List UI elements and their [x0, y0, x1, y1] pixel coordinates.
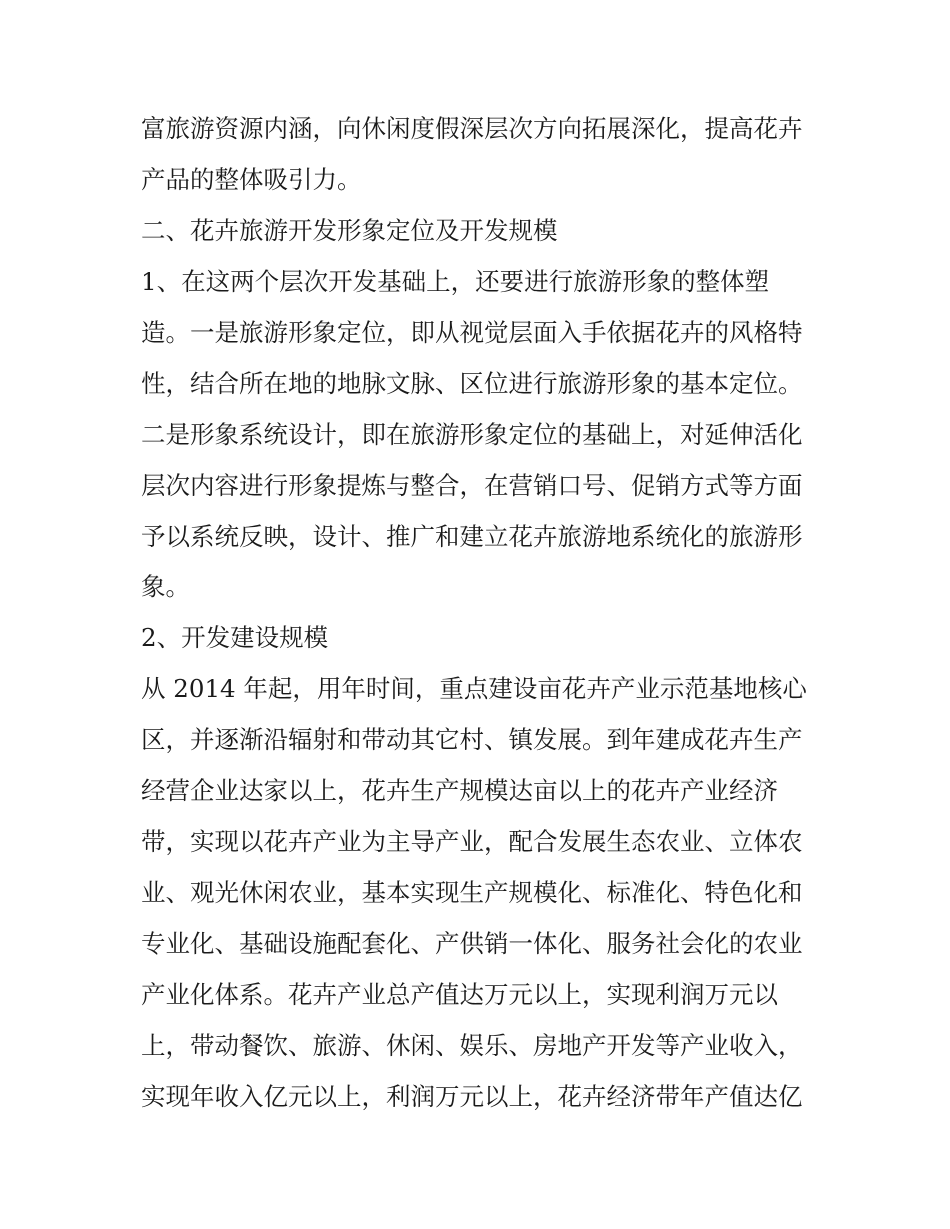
text-line: 带，实现以花卉产业为主导产业，配合发展生态农业、立体农	[141, 827, 803, 857]
text-line: 区，并逐渐沿辐射和带动其它村、镇发展。到年建成花卉生产	[141, 725, 803, 755]
text-line: 性，结合所在地的地脉文脉、区位进行旅游形象的基本定位。	[141, 368, 803, 398]
text-line: 专业化、基础设施配套化、产供销一体化、服务社会化的农业	[141, 929, 803, 958]
text-line: 象。	[141, 572, 190, 602]
text-line: 富旅游资源内涵，向休闲度假深层次方向拓展深化，提高花卉	[141, 114, 803, 143]
subsection-heading: 2、开发建设规模	[141, 623, 329, 653]
text-line: 产业化体系。花卉产业总产值达万元以上，实现利润万元以	[141, 979, 778, 1009]
text-line: 造。一是旅游形象定位，即从视觉层面入手依据花卉的风格特	[141, 317, 803, 347]
text-line: 二是形象系统设计，即在旅游形象定位的基础上，对延伸活化	[141, 419, 803, 449]
section-heading: 二、花卉旅游开发形象定位及开发规模	[141, 215, 558, 245]
body-text	[141, 104, 821, 1123]
text-line: 从 2014 年起，用年时间，重点建设亩花卉产业示范基地核心	[141, 674, 807, 704]
text-line: 层次内容进行形象提炼与整合，在营销口号、促销方式等方面	[141, 470, 803, 500]
text-line: 1、在这两个层次开发基础上，还要进行旅游形象的整体塑	[141, 266, 770, 296]
text-line: 产品的整体吸引力。	[141, 164, 362, 194]
text-line: 上，带动餐饮、旅游、休闲、娱乐、房地产开发等产业收入，	[141, 1030, 803, 1060]
text-line: 经营企业达家以上，花卉生产规模达亩以上的花卉产业经济	[141, 776, 778, 806]
text-line: 予以系统反映，设计、推广和建立花卉旅游地系统化的旅游形	[141, 521, 803, 551]
text-line: 实现年收入亿元以上，利润万元以上，花卉经济带年产值达亿	[141, 1081, 803, 1111]
text-line: 业、观光休闲农业，基本实现生产规模化、标准化、特色化和	[141, 878, 803, 908]
